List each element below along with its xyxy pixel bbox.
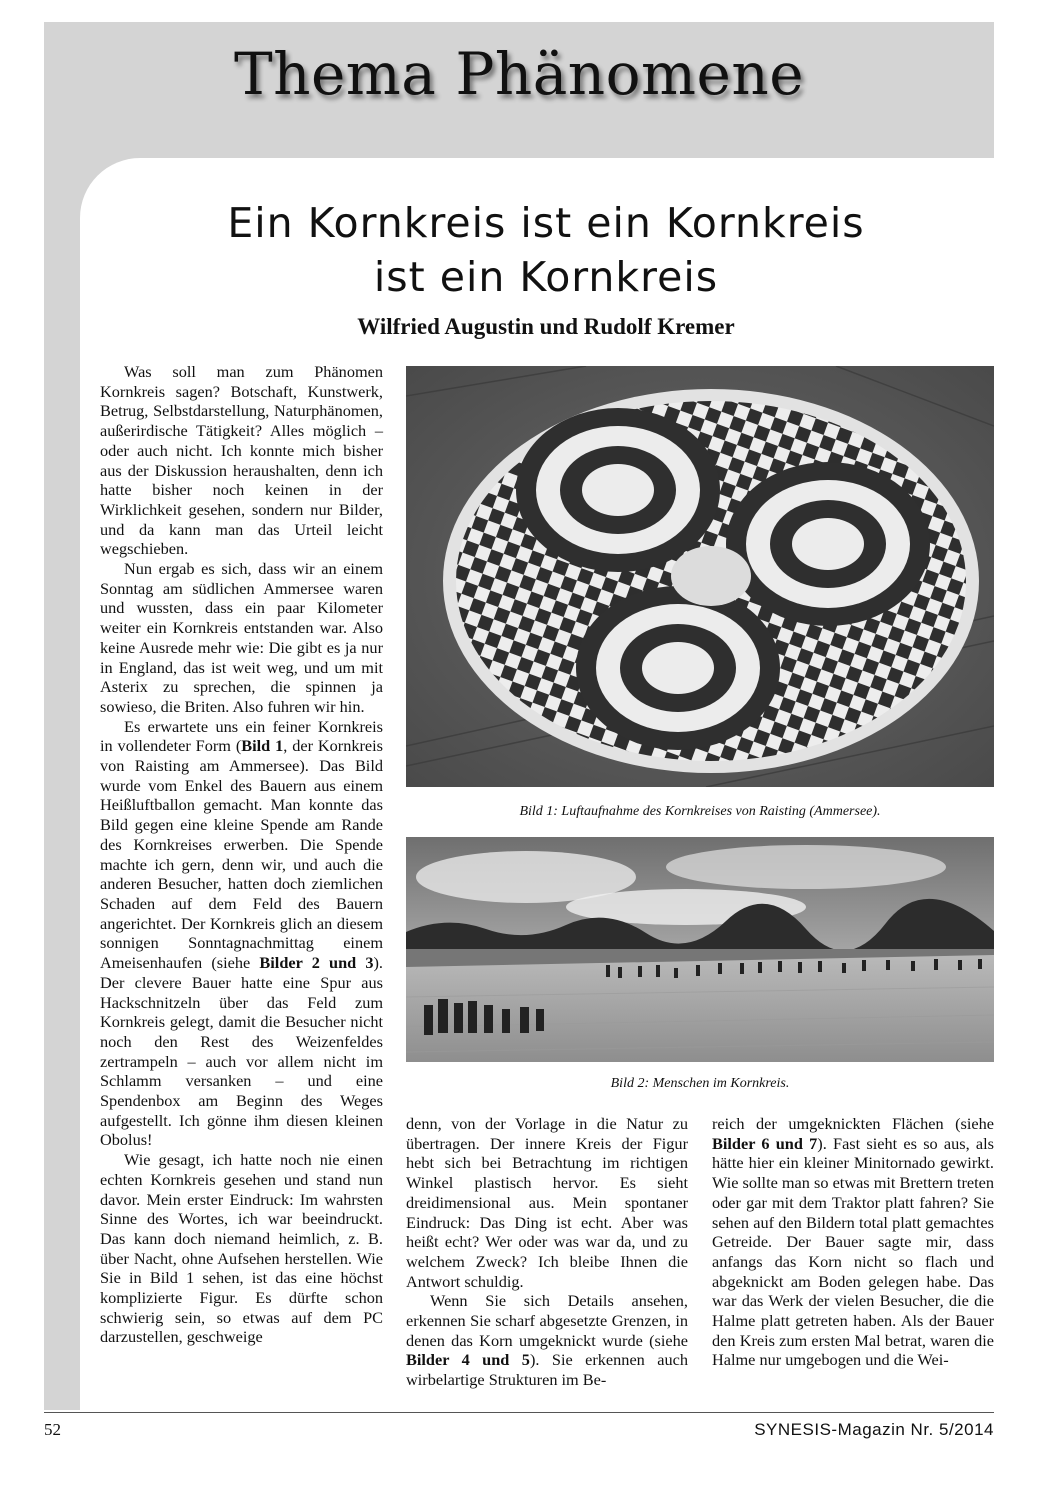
article-authors: Wilfried Augustin und Rudolf Kremer bbox=[357, 314, 735, 339]
paragraph: reich der umgeknickten Flächen (siehe Bilder 6 und 7). Fast sieht es so aus, als hätte hier ein kleiner Minitornado gewirkt. Wie sollte man so etwas mit Brettern treten oder gar mit dem Traktor platt fahren? Sie sehen auf den Bildern total platt gemachtes Getreide. Der Bauer sagte mir, dass anfangs das Korn nicht so flach und abgeknickt am Boden gelegen habe. Das war das Werk der vielen Besucher, die die Halme platt getreten haben. Als der Bauer den Kreis zum ersten Mal betrat, waren die Halme nur umgebogen und die Wei- bbox=[712, 1114, 995, 1370]
article-title bbox=[140, 196, 952, 304]
paragraph: Nun ergab es sich, dass wir an einem Sonntag am südlichen Ammersee waren und wussten, dass ein paar Kilometer weiter ein Kornkreis entstanden war. Also keine Ausrede mehr wie: Die gibt es ja nur in England, das ist weit weg, und um mit Asterix zu sprechen, die spinnen ja sowieso, die Briten. Also fuhren wir hin. bbox=[100, 559, 383, 716]
footer-rule bbox=[44, 1412, 994, 1413]
page-number: 52 bbox=[44, 1420, 61, 1439]
paragraph: denn, von der Vorlage in die Natur zu übertragen. Der innere Kreis der Figur hebt sich bei Betrachtung im richtigen Winkel plastisch hervor. Es sieht dreidimensional aus. Mein spontaner Eindruck: Das Ding ist echt. Aber was heißt echt? Wer oder was war da, und zu welchem Zweck? Ich bleibe Ihnen die Antwort schuldig. bbox=[406, 1114, 688, 1291]
text-column-1 bbox=[100, 362, 383, 1347]
paragraph: Es erwartete uns ein feiner Kornkreis in vollendeter Form (Bild 1, der Kornkreis von Raisting am Ammersee). Das Bild wurde vom Enkel des Bauern aus einem Heißluftballon gemacht. Man konnte das Bild gegen eine kleine Spende am Rande des Kornkreises erwerben. Die Spende machte ich gern, denn wir, und auch die anderen Besucher, hatten doch ziemlichen Schaden auf dem Feld des Bauern angerichtet. Der Kornkreis glich an diesem sonnigen Sonntagnachmittag einem Ameisenhaufen (siehe Bilder 2 und 3). Der clevere Bauer hatte eine Spur aus Hackschnitzeln über das Feld zum Kornkreis gelegt, damit die Besucher nicht noch den Rest des Weizenfeldes zertrampeln – auch vor allem nicht im Schlamm versanken – und eine Spendenbox am Beginn des Weges aufgestellt. Ich gönne ihm diesen kleinen Obolus! bbox=[100, 716, 384, 1150]
figure-2-caption: Bild 2: Menschen im Kornkreis. bbox=[610, 1076, 790, 1091]
text-column-2 bbox=[406, 1114, 688, 1390]
figure-1-caption: Bild 1: Luftaufnahme des Kornkreises von Raisting (Ammersee). bbox=[519, 804, 881, 819]
header-corner-curve bbox=[80, 158, 140, 218]
article-title-line1: Ein Kornkreis ist ein Kornkreis bbox=[227, 199, 865, 247]
people-in-field-photo bbox=[406, 837, 994, 1062]
paragraph: Wie gesagt, ich hatte noch nie einen echten Kornkreis gesehen und stand nun davor. Mein erster Eindruck: Im wahrsten Sinne des Wortes, ich war beeindruckt. Das kann doch niemand heimlich, z. B. über Nacht, ohne Aufsehen herstellen. Wie Sie in Bild 1 sehen, ist das eine höchst komplizierte Figur. Es dürfte schon schwierig sein, so etwas auf dem PC darzustellen, geschweige bbox=[100, 1150, 383, 1347]
text-column-3 bbox=[712, 1114, 994, 1370]
crop-circle-aerial-photo bbox=[406, 366, 994, 787]
paragraph: Was soll man zum Phänomen Kornkreis sagen? Botschaft, Kunstwerk, Betrug, Selbstdarstellung, Naturphänomen, außerirdische Tätigkeit? Alles möglich – oder auch nicht. Ich konnte mich bisher aus der Diskussion heraushalten, denn ich hatte bisher noch keinen in der Wirklichkeit gesehen, sondern nur Bilder, und da kann man das Urteil leicht wegschieben. bbox=[100, 362, 383, 559]
article-title-line2: ist ein Kornkreis bbox=[373, 253, 719, 301]
magazine-footer: SYNESIS-Magazin Nr. 5/2014 bbox=[754, 1420, 994, 1439]
section-title: Thema Phänomene bbox=[233, 40, 805, 108]
left-margin-bar bbox=[44, 158, 80, 1410]
paragraph: Wenn Sie sich Details ansehen, erkennen Sie scharf abgesetzte Grenzen, in denen das Korn umgeknickt wurde (siehe Bilder 4 und 5). Sie erkennen auch wirbelartige Strukturen im Be- bbox=[406, 1291, 688, 1390]
